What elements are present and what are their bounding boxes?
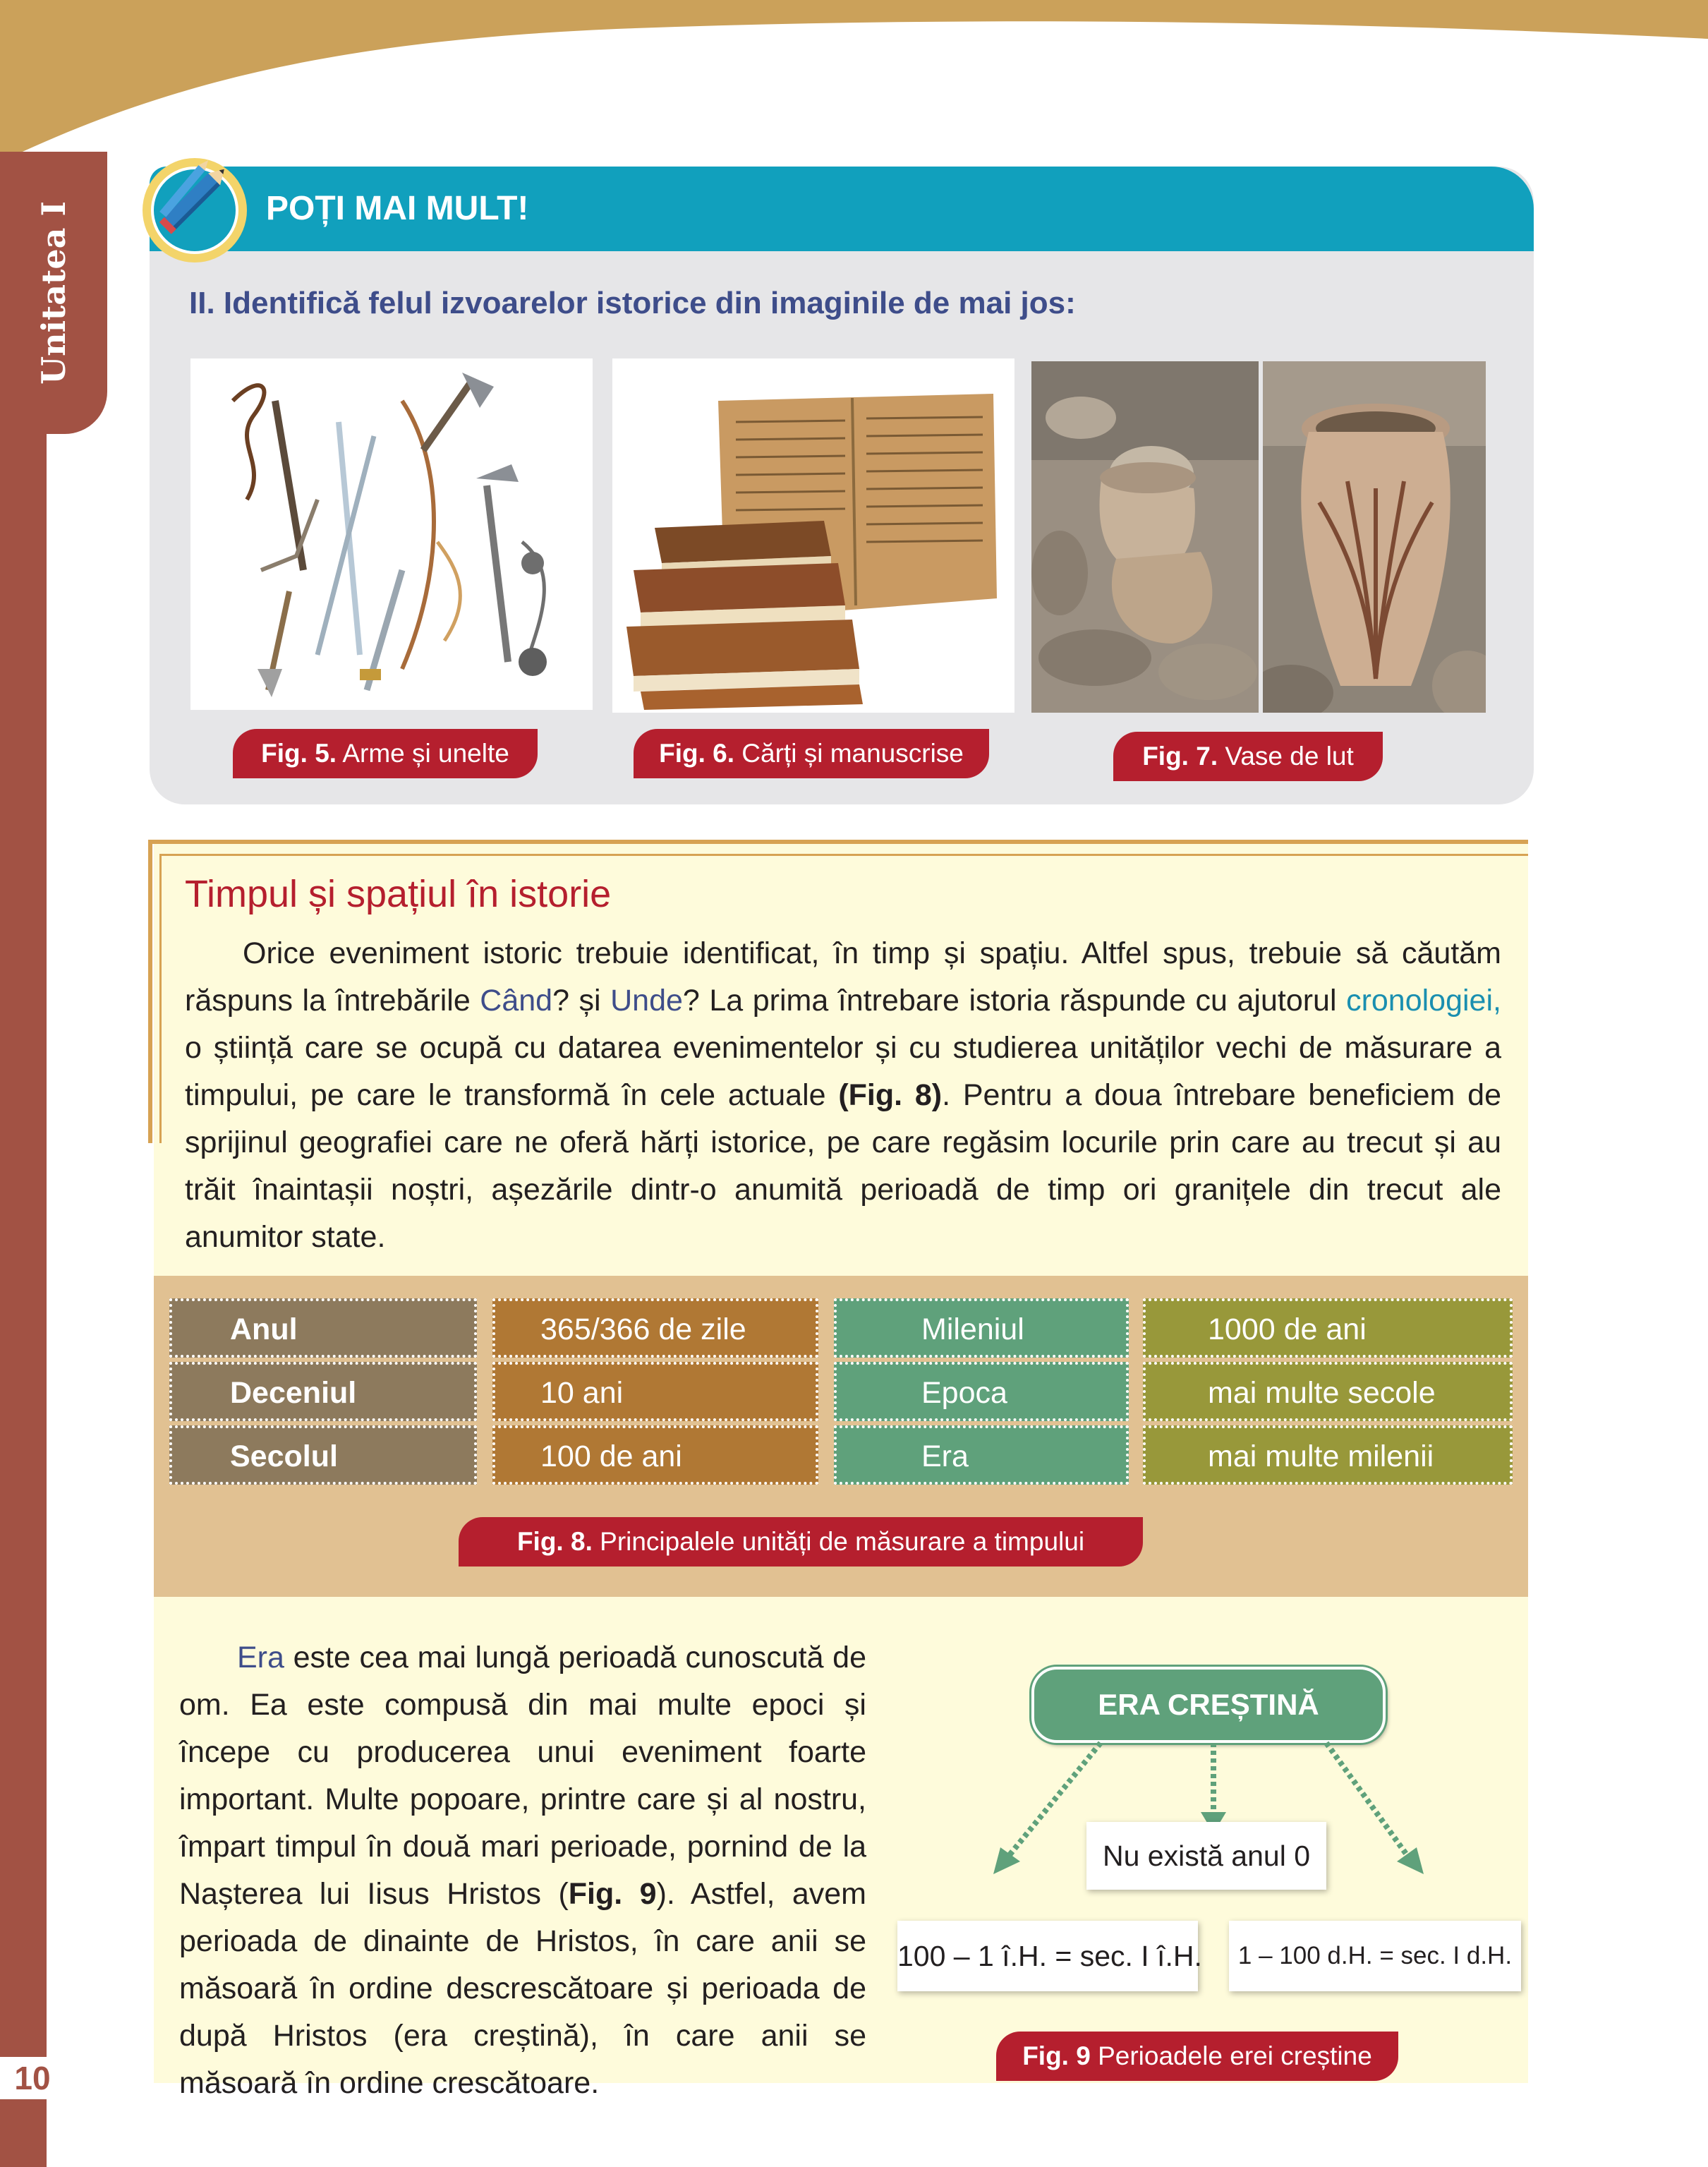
era-paragraph: Era este cea mai lungă perioadă cunoscută de om. Ea este compusă din mai multe epoci și începe cu producerea unui eveniment foarte important. Multe popoare, printre care și al nostru, împart timpul în două mari perioade, pornind de la Nașterea lui Iisus Hristos (Fig. 9). Astfel, avem perioada de dinainte de Hristos, în care anii se măsoară în ordine descrescătoare și perioada de după Hristos (era creștină), în care anii se măsoară în ordine crescătoare. <box>179 1641 866 2100</box>
fig7-caption: Fig. 7. Vase de lut <box>1113 732 1383 781</box>
fig9-reference: Fig. 9 <box>568 1877 657 1911</box>
unit-name: Mileniul <box>834 1298 1129 1358</box>
fig5-caption: Fig. 5. Arme și unelte <box>233 729 538 778</box>
fig6-caption: Fig. 6. Cărți și manuscrise <box>634 729 989 778</box>
keyword-cronologie: cronologiei, <box>1346 984 1501 1018</box>
left-margin-strip <box>0 152 47 2167</box>
intro-paragraph: Orice eveniment istoric trebuie identificat, în timp și spațiu. Altfel spus, trebuie să căutăm răspuns la întrebările Când? și Unde? La prima întrebare istoria răspunde cu ajutorul cronologiei, o știință care se ocupă cu datarea evenimentelor și cu studierea unităților vechi de măsurare a timpului, pe care le transformă în cele actuale (Fig. 8). Pentru a doua întrebare beneficiem de sprijinul geografiei care ne oferă hărți istorice, pe care regăsim locurile prin care au trecut și au trăit înaintașii noștri, așezările dintr-o anumită perioadă de timp ori granițele din trecut ale anumitor state. <box>185 936 1501 1254</box>
section-border-left-inner <box>159 854 162 1143</box>
weapons-tools-photo <box>190 358 593 710</box>
section-border-top <box>148 840 1528 844</box>
fig9-caption: Fig. 9 Perioadele erei creștine <box>996 2032 1398 2081</box>
no-year-zero-box: Nu există anul 0 <box>1086 1822 1326 1890</box>
after-christ-box: 1 – 100 d.H. = sec. I d.H. <box>1229 1921 1521 1991</box>
section-border-top-inner <box>159 854 1528 856</box>
unit-name: Deceniul <box>169 1362 477 1421</box>
unit-value: 100 de ani <box>492 1425 818 1485</box>
books-manuscripts-photo <box>612 358 1014 713</box>
unit-value: mai multe secole <box>1143 1362 1513 1421</box>
unit-name: Epoca <box>834 1362 1129 1421</box>
unit-value: 10 ani <box>492 1362 818 1421</box>
era-crestina-box: ERA CREȘTINĂ <box>1031 1667 1386 1743</box>
section-title: Timpul și spațiul în istorie <box>185 873 612 915</box>
unit-value: 1000 de ani <box>1143 1298 1513 1358</box>
exercise-title: POȚI MAI MULT! <box>266 190 529 227</box>
exercise-question: II. Identifică felul izvoarelor istorice din imaginile de mai jos: <box>189 286 1076 320</box>
keyword-unde: Unde <box>610 984 683 1018</box>
pencil-icon <box>138 133 251 267</box>
clay-vessels-photo-left <box>1031 361 1259 713</box>
before-christ-box: 100 – 1 î.H. = sec. I î.H. <box>897 1921 1198 1991</box>
fig8-caption: Fig. 8. Principalele unități de măsurare a timpului <box>459 1517 1143 1567</box>
section-border-left <box>148 840 152 1143</box>
unit-name: Secolul <box>169 1425 477 1485</box>
unit-name: Era <box>834 1425 1129 1485</box>
top-decorative-band <box>0 0 1708 162</box>
keyword-cand: Când <box>480 984 553 1018</box>
unit-value: 365/366 de zile <box>492 1298 818 1358</box>
clay-vessels-photo-right <box>1263 361 1486 713</box>
unit-name: Anul <box>169 1298 477 1358</box>
page-number: 10 <box>0 2057 65 2099</box>
unit-value: mai multe milenii <box>1143 1425 1513 1485</box>
fig8-reference: (Fig. 8) <box>838 1078 943 1112</box>
keyword-era: Era <box>237 1641 284 1674</box>
